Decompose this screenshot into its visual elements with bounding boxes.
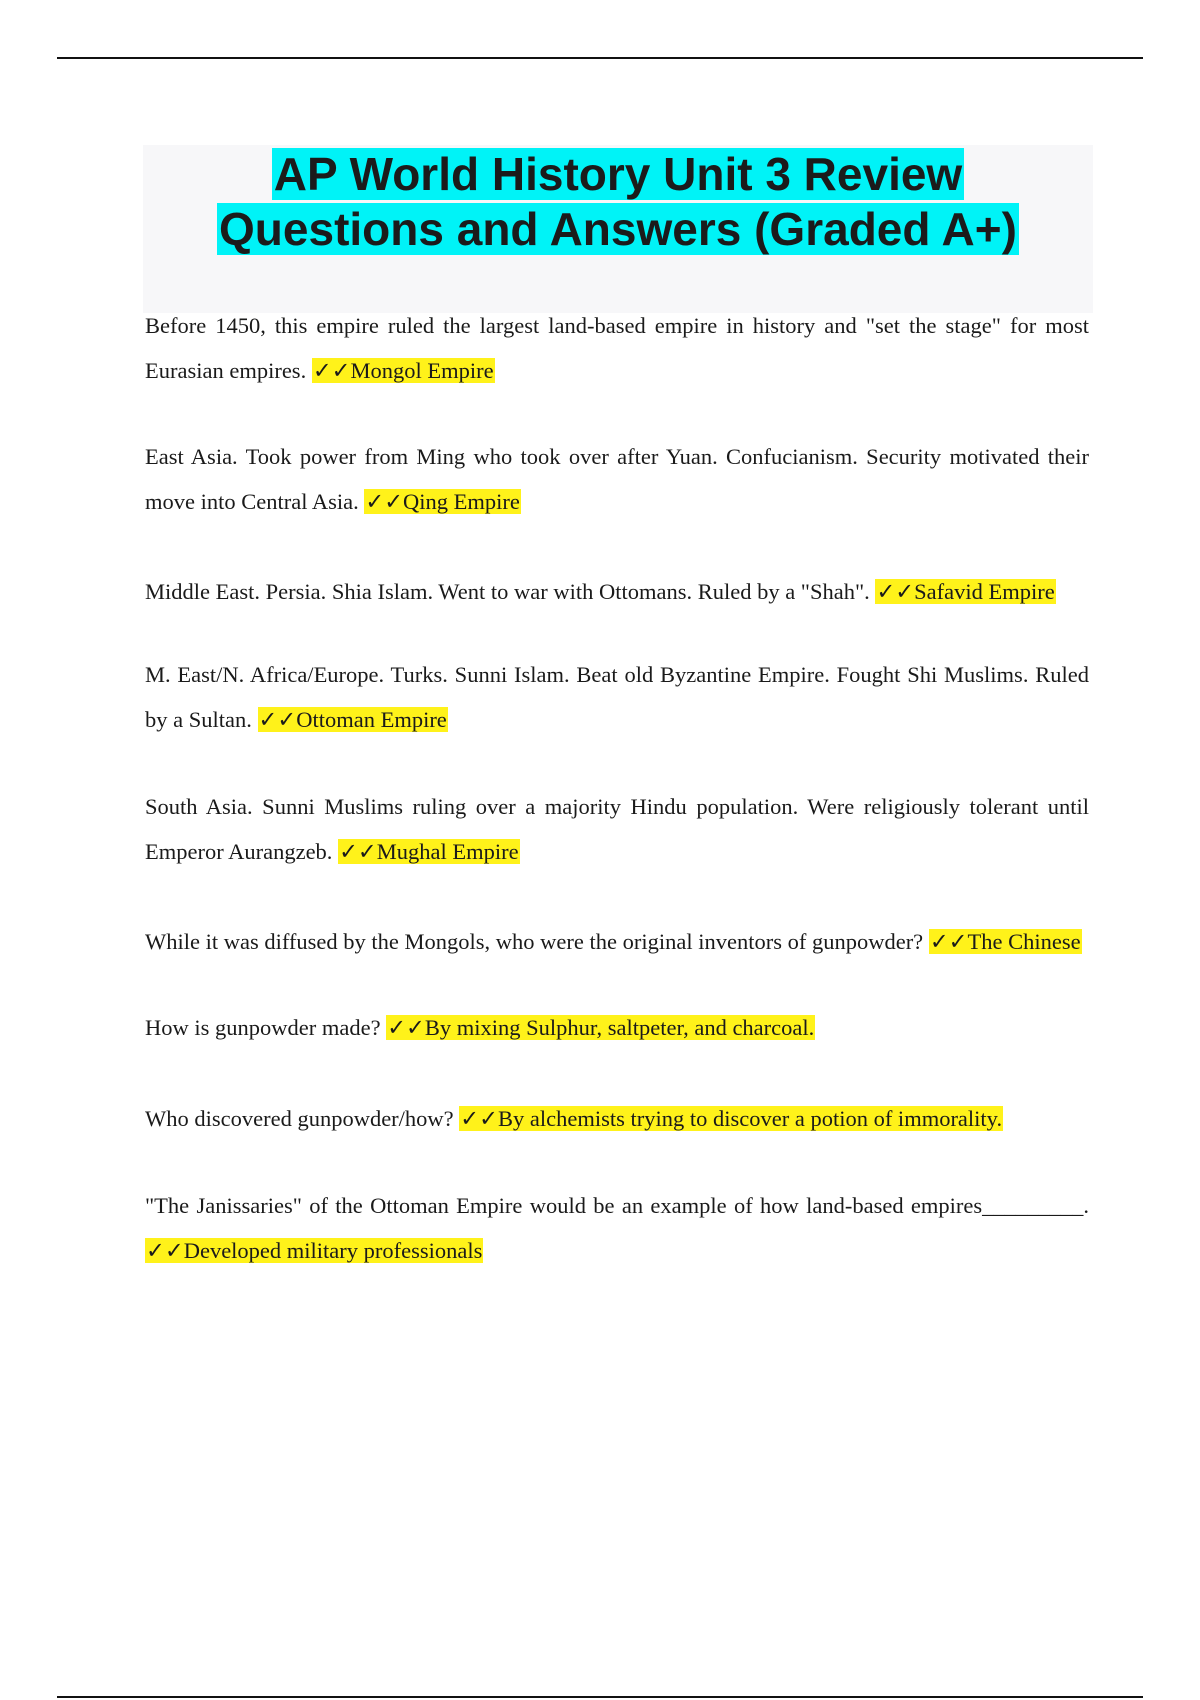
question-text: Before 1450, this empire ruled the largest land-based empire in history and "set the stage" for most Eurasian empires. (145, 313, 1089, 383)
qa-item (145, 652, 1089, 742)
answer-highlight: ✓✓Mughal Empire (339, 839, 519, 864)
question-text: South Asia. Sunni Muslims ruling over a majority Hindu population. Were religiously tolerant until Emperor Aurangzeb. (145, 794, 1089, 864)
question-text: East Asia. Took power from Ming who took over after Yuan. Confucianism. Security motivated their move into Central Asia. (145, 444, 1089, 514)
answer-highlight: ✓✓Ottoman Empire (258, 707, 447, 732)
answer-highlight: ✓✓Safavid Empire (876, 579, 1055, 604)
qa-item (145, 1005, 1089, 1050)
title-line-1: AP World History Unit 3 Review (273, 148, 963, 200)
question-text: Who discovered gunpowder/how? (145, 1106, 454, 1131)
answer-highlight: ✓✓By mixing Sulphur, saltpeter, and charcoal. (387, 1015, 815, 1040)
question-text: While it was diffused by the Mongols, who were the original inventors of gunpowder? (145, 929, 924, 954)
question-text: Middle East. Persia. Shia Islam. Went to war with Ottomans. Ruled by a "Shah". (145, 579, 870, 604)
qa-item (145, 303, 1089, 393)
qa-item (145, 1183, 1089, 1273)
answer-highlight: ✓✓Developed military professionals (146, 1238, 483, 1263)
qa-item (145, 784, 1089, 874)
bottom-rule (57, 1696, 1143, 1698)
document-title (143, 145, 1093, 257)
question-text: "The Janissaries" of the Ottoman Empire would be an example of how land-based empires_________. (145, 1193, 1089, 1218)
answer-highlight: ✓✓By alchemists trying to discover a potion of immorality. (460, 1106, 1003, 1131)
question-text: M. East/N. Africa/Europe. Turks. Sunni Islam. Beat old Byzantine Empire. Fought Shi Muslims. Ruled by a Sultan. (145, 662, 1089, 732)
qa-item (145, 434, 1089, 524)
question-text: How is gunpowder made? (145, 1015, 381, 1040)
qa-item (145, 919, 1089, 964)
answer-highlight: ✓✓Mongol Empire (312, 358, 494, 383)
top-rule (57, 57, 1143, 59)
title-block (143, 145, 1093, 313)
answer-highlight: ✓✓The Chinese (929, 929, 1081, 954)
title-line-2: Questions and Answers (Graded A+) (219, 203, 1017, 255)
qa-item (145, 569, 1089, 614)
qa-item (145, 1096, 1089, 1141)
answer-highlight: ✓✓Qing Empire (365, 489, 520, 514)
qa-list (145, 303, 1089, 1273)
